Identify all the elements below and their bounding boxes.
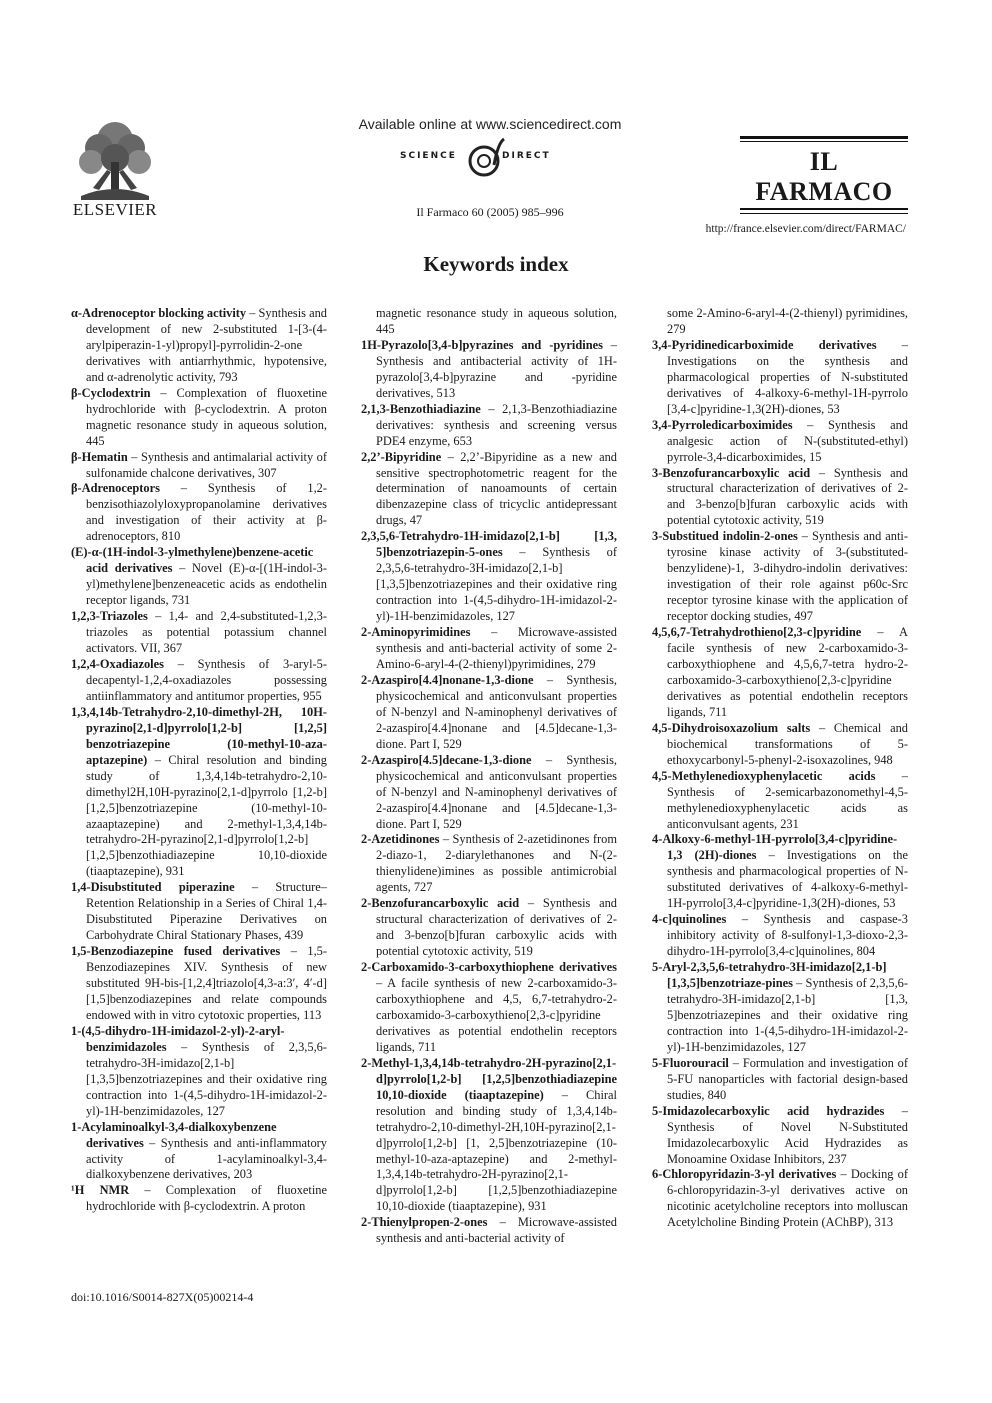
- index-term: 1,4-Disubstituted piperazine: [71, 880, 235, 895]
- index-entry: [652, 912, 908, 960]
- index-entry: [652, 721, 908, 769]
- index-entry: [652, 625, 908, 721]
- index-description: – Microwave-assisted synthesis and anti-bacterial activity of some 2-Amino-6-aryl-4-(2-thienyl)pyrimidines, 279: [376, 625, 617, 671]
- index-entry: [71, 880, 327, 944]
- doi: doi:10.1016/S0014-827X(05)00214-4: [71, 1290, 254, 1304]
- page-title: Keywords index: [423, 252, 569, 276]
- title-rule-bottom-thin: [740, 213, 908, 214]
- index-entry: [361, 673, 617, 753]
- index-term: 4,5-Methylenedioxyphenylacetic acids: [652, 768, 876, 783]
- index-term: 4,5,6,7-Tetrahydrothieno[2,3-c]pyridine: [652, 625, 862, 640]
- index-entry: [361, 450, 617, 530]
- sd-logo-left-word: SCIENCE: [400, 151, 457, 161]
- index-term: 2-Methyl-1,3,4,14b-tetrahydro-2H-pyrazino[2,1-d]pyrrolo[1,2-b] [1,2,5]benzothiadiazepine 10,10-dioxide (tiaaptazepine): [361, 1055, 617, 1102]
- index-description: – Synthesis and structural characterization of derivatives of 2- and 3-benzo[b]furan carboxylic acids with potential cytotoxic activity, 519: [376, 896, 617, 959]
- journal-url-link[interactable]: http://france.elsevier.com/direct/FARMAC/: [705, 223, 906, 235]
- title-rule-top-thin: [740, 141, 908, 142]
- index-entry: [361, 529, 617, 625]
- index-term: 2,2’-Bipyridine: [361, 449, 442, 464]
- index-entry: [71, 705, 327, 880]
- index-term: 1H-Pyrazolo[3,4-b]pyrazines and -pyridines: [361, 337, 603, 352]
- index-term: 2-Thienylpropen-2-ones: [361, 1215, 488, 1230]
- index-description: – Synthesis of 2,3,5,6-tetrahydro-3H-imidazo[2,1-b] [1,3,5]benzotriazepines and their oxidative ring contraction into 1-(4,5-dihydro-1H-imidazol-2-yl)-1H-benzimidazoles, 127: [376, 545, 617, 624]
- index-term: 1-(4,5-dihydro-1H-imidazol-2-yl)-2-aryl-benzimidazoles: [71, 1023, 285, 1054]
- index-term: α-Adrenoceptor blocking activity: [71, 306, 247, 320]
- index-description: – Investigations on the synthesis and pharmacological properties of N-substituted derivatives of 4-alkoxy-6-methyl-1H-pyrrolo[3,4-c]pyridine-1,3(2H)-diones, 53: [667, 848, 908, 911]
- index-term: 3,4-Pyrroledicarboximides: [652, 417, 793, 432]
- index-entry: [361, 753, 617, 833]
- elsevier-logo: [66, 118, 164, 218]
- index-entry: [71, 450, 327, 482]
- index-description: – Chiral resolution and binding study of 1,3,4,14b-tetrahydro-2,10-dimethyl-2H,10H-pyrazino[2,1-d]pyrrolo[1,2-b] [1, 2,5]benzotriazepine (10-methyl-10-aza-aptazepine) and 2-methyl-1,3,4,14b-tetrahydro-2H-pyrazino[2,1-d]pyrrolo[1,2-b] [1,2,5]benzothiadiazepine 10,10-dioxide (tiaaptazepine), 931: [376, 1087, 617, 1214]
- index-entry: [652, 1056, 908, 1104]
- index-term: 5-Imidazolecarboxylic acid hydrazides: [652, 1103, 885, 1118]
- index-description: – Synthesis of 2-azetidinones from 2-diazo-1, 2-diarylethanones and N-(2-thienylidene)imines as possible antimicrobial agents, 727: [376, 832, 617, 895]
- index-entry: [652, 1167, 908, 1231]
- index-entry: [652, 466, 908, 530]
- index-entry: [71, 609, 327, 657]
- index-term: 2-Azetidinones: [361, 832, 440, 847]
- index-term: 4-Alkoxy-6-methyl-1H-pyrrolo[3,4-c]pyridine-1,3 (2H)-diones: [652, 832, 898, 863]
- index-term: 2-Azaspiro[4.4]nonane-1,3-dione: [361, 672, 534, 687]
- index-description: – Synthesis and structural characterization of derivatives of 2- and 3-benzo[b]furan carboxylic acids with potential cytotoxic activity, 519: [667, 465, 908, 528]
- index-entry: [71, 386, 327, 450]
- index-entry: [652, 832, 908, 912]
- index-column-3: [652, 306, 908, 1231]
- index-entry: [361, 960, 617, 1056]
- index-description: – A facile synthesis of new 2-carboxamido-3-carboxythiophene and 4,5, 6,7-tetrahydro-2-carboxamido-3-carboxythieno[2,3-c]pyridine derivatives as potential endothelin receptors ligands, 711: [376, 976, 617, 1054]
- index-description: – 2,1,3-Benzothiadiazine derivatives: synthesis and screening versus PDE4 enzyme, 653: [376, 401, 617, 448]
- index-term: 5-Fluorouracil: [652, 1055, 729, 1070]
- index-entry: [71, 1024, 327, 1120]
- index-entry: [652, 418, 908, 466]
- index-description: – Chiral resolution and binding study of 1,3,4,14b-tetrahydro-2,10-dimethyl2H,10H-pyrazino[2,1-d]pyrrolo [1,2-b] [1,2,5]benzotriazepine (10-methyl-10-azaaptazepine) and 2-methyl-1,3,4,14b-tetrahydro-2H-pyrazino[2,1-d]pyrrolo[1,2-b] [1,2,5]benzothiadiazepine 10,10-dioxide (tiaaptazepine), 931: [86, 752, 327, 879]
- index-entry: [361, 896, 617, 960]
- index-entry: [652, 1104, 908, 1168]
- index-description: – 1,4- and 2,4-substituted-1,2,3-triazoles as potential potassium channel activators. VII, 367: [86, 609, 327, 656]
- index-description: – Complexation of fluoxetine hydrochloride with β-cyclodextrin. A proton: [86, 1183, 327, 1214]
- index-entry: [71, 481, 327, 545]
- index-entry: [71, 1120, 327, 1184]
- index-description: – Synthesis and antimalarial activity of sulfonamide chalcone derivatives, 307: [86, 449, 327, 480]
- index-column-2: [361, 306, 617, 1247]
- index-description: – Synthesis of 3-aryl-5-decapentyl-1,2,4-oxadiazoles possessing antiinflammatory and antitumor properties, 955: [86, 656, 327, 703]
- entry-continuation: some 2-Amino-6-aryl-4-(2-thienyl) pyrimidines, 279: [667, 306, 908, 336]
- title-rule-bottom: [740, 208, 908, 210]
- index-description: – Novel (E)-α-[(1H-indol-3-yl)methylene]benzeneacetic acids as endothelin receptor ligands, 731: [86, 561, 328, 608]
- index-description: – Investigations on the synthesis and pharmacological properties of N-substituted derivatives of 4-alkoxy-6-methyl-1H-pyrrolo [3,4-c]pyridine-1,3(2H)-diones, 53: [667, 337, 908, 416]
- title-rule-top: [740, 136, 908, 139]
- index-description: – Synthesis, physicochemical and anticonvulsant properties of N-benzyl and N-aminophenyl derivatives of 2-azaspiro[4.4]nonane and [4.5]decane-1,3-dione. Part I, 529: [376, 752, 617, 831]
- index-description: – Synthesis and analgesic action of N-(substituted-ethyl) pyrrole-3,4-dicarboximides, 15: [667, 417, 908, 464]
- sciencedirect-logo: [398, 137, 578, 179]
- index-term: β-Cyclodextrin: [71, 385, 151, 400]
- index-term: 3,4-Pyridinedicarboximide derivatives: [652, 337, 877, 352]
- index-entry: [361, 1056, 617, 1216]
- index-entry: [652, 960, 908, 1056]
- index-term: 2-Benzofurancarboxylic acid: [361, 896, 520, 911]
- index-description: – Synthesis and development of new 2-substituted 1-[3-(4-arylpiperazin-1-yl)propyl]-pyrrolidin-2-one derivatives with antiarrhythmic, hypotensive, and α-adrenolytic activity, 793: [86, 306, 327, 384]
- index-description: – Synthesis of Novel N-Substituted Imidazolecarboxylic Acid Hydrazides as Monoamine Oxidase Inhibitors, 237: [667, 1103, 908, 1166]
- index-term: 6-Chloropyridazin-3-yl derivatives: [652, 1167, 837, 1182]
- index-entry: [71, 545, 327, 609]
- index-term: 2,3,5,6-Tetrahydro-1H-imidazo[2,1-b] [1,3, 5]benzotriazepin-5-ones: [361, 529, 617, 560]
- index-term: 2-Carboxamido-3-carboxythiophene derivatives: [361, 960, 617, 975]
- index-description: – Microwave-assisted synthesis and anti-bacterial activity of: [376, 1215, 617, 1246]
- journal-citation: Il Farmaco 60 (2005) 985–996: [416, 205, 564, 219]
- index-term: 1,2,4-Oxadiazoles: [71, 656, 164, 671]
- index-term: 1,3,4,14b-Tetrahydro-2,10-dimethyl-2H, 10H-pyrazino[2,1-d]pyrrolo[1,2-b] [1,2,5] benzotriazepine (10-methyl-10-aza-aptazepine): [71, 704, 327, 767]
- index-description: – Synthesis of 2-semicarbazonomethyl-4,5-methylenedioxyphenylacetic acids as anticonvulsant agents, 231: [667, 768, 908, 831]
- index-term: 2-Azaspiro[4.5]decane-1,3-dione: [361, 752, 532, 767]
- index-description: – A facile synthesis of new 2-carboxamido-3-carboxythiophene and 4,5,6,7-tetra hydro-2-carboxamido-3-carboxythieno[2,3-c]pyridine derivatives as potential endothelin receptors ligands, 711: [667, 625, 908, 719]
- index-entry: [361, 625, 617, 673]
- index-term: 4,5-Dihydroisoxazolium salts: [652, 720, 811, 735]
- index-entry: [71, 1183, 327, 1215]
- index-term: 2-Aminopyrimidines: [361, 625, 471, 640]
- index-entry: [361, 1215, 617, 1247]
- index-term: β-Hematin: [71, 449, 128, 464]
- index-entry: [71, 944, 327, 1024]
- index-description: – Synthesis of 2,3,5,6-tetrahydro-3H-imidazo[2,1-b] [1,3, 5]benzotriazepines and their oxidative ring contraction into 1-(4,5-dihydro-1H-imidazol-2-yl)-1H-benzimidazoles, 127: [667, 976, 908, 1054]
- index-entry: [652, 338, 908, 418]
- index-term: 5-Aryl-2,3,5,6-tetrahydro-3H-imidazo[2,1-b] [1,3,5]benzotriaze-pines: [652, 960, 887, 991]
- index-description: – 1,5-Benzodiazepines XIV. Synthesis of new substituted 9H-bis-[1,2,4]triazolo[4,3-a:3′, 4′-d] [1,5]benzodiazepines and relate compounds endowed with in vitro cytotoxic properties, 113: [86, 944, 327, 1022]
- index-entry: [71, 657, 327, 705]
- index-description: – Synthesis of 1,2-benzisothiazolyloxypropanolamine derivatives and investigation of their activity at β-adrenoceptors, 810: [86, 481, 327, 544]
- index-term: (E)-α-(1H-indol-3-ylmethylene)benzene-acetic acid derivatives: [71, 545, 314, 576]
- index-description: – Docking of 6-chloropyridazin-3-yl derivatives active on nicotinic acetylcholine receptors into molluscan Acetylcholine Binding Protein (AChBP), 313: [667, 1167, 909, 1230]
- index-description: – Formulation and investigation of 5-FU nanoparticles with factorial design-based studies, 840: [667, 1055, 908, 1102]
- index-term: 1,5-Benzodiazepine fused derivatives: [71, 944, 281, 959]
- index-term: 2,1,3-Benzothiadiazine: [361, 401, 481, 416]
- index-term: 3-Benzofurancarboxylic acid: [652, 465, 811, 480]
- elsevier-tree-icon: [73, 118, 157, 200]
- index-description: – Synthesis, physicochemical and anticonvulsant properties of N-benzyl and N-aminophenyl derivatives of 2-azaspiro[4.4]nonane and [4.5]decane-1,3-dione. Part I, 529: [376, 672, 617, 751]
- index-entry: [71, 306, 327, 386]
- index-term: ¹H NMR: [71, 1183, 130, 1198]
- index-column-1: [71, 306, 327, 1215]
- index-description: – Synthesis and anti-inflammatory activity of 1-acylaminoalkyl-3,4-dialkoxybenzene derivatives, 203: [86, 1135, 327, 1182]
- sd-logo-right-word: DIRECT: [502, 151, 551, 161]
- index-description: – 2,2’-Bipyridine as a new and sensitive spectrophotometric reagent for the determination of nanoamounts of certain dibenzazepine class of tricyclic antidepressant drugs, 47: [376, 449, 617, 528]
- available-online-text: Available online at www.sciencedirect.com: [358, 116, 622, 132]
- index-description: – Synthesis and antibacterial activity of 1H-pyrazolo[3,4-b]pyrazine and -pyridine derivatives, 513: [376, 337, 617, 400]
- index-term: β-Adrenoceptors: [71, 481, 160, 496]
- index-term: 4-c]quinolines: [652, 912, 727, 927]
- index-entry: [652, 769, 908, 833]
- index-entry: [361, 832, 617, 896]
- journal-title: IL FARMACO: [755, 147, 893, 206]
- entry-continuation: magnetic resonance study in aqueous solution, 445: [376, 306, 617, 336]
- index-entry: [361, 338, 617, 402]
- index-term: 1,2,3-Triazoles: [71, 609, 148, 624]
- index-term: 1-Acylaminoalkyl-3,4-dialkoxybenzene derivatives: [71, 1119, 277, 1150]
- index-description: – Chemical and biochemical transformations of 5-ethoxycarbonyl-5-phenyl-2-isoxazolines, 948: [667, 720, 908, 767]
- index-description: – Structure–Retention Relationship in a Series of Chiral 1,4-Disubstituted Piperazine Derivatives on Carbohydrate Chiral Stationary Phases, 439: [86, 880, 327, 943]
- index-entry: [361, 402, 617, 450]
- index-entry: [652, 529, 908, 625]
- index-description: – Synthesis and caspase-3 inhibitory activity of 8-sulfonyl-1,3-dioxo-2,3-dihydro-1H-pyrrolo[3,4-c]quinolines, 804: [667, 912, 908, 959]
- index-description: – Synthesis and anti-tyrosine kinase activity of 3-(substituted-benzylidene)-1, 3-dihydro-indolin derivatives: investigation of their role against p60c-Src receptor tyrosine kinase with the application of receptor docking studies, 497: [667, 529, 908, 624]
- index-description: – Synthesis of 2,3,5,6-tetrahydro-3H-imidazo[2,1-b] [1,3,5]benzotriazepines and their oxidative ring contraction into 1-(4,5-dihydro-1H-imidazol-2-yl)-1H-benzimidazoles, 127: [86, 1039, 327, 1118]
- publisher-name: ELSEVIER: [72, 200, 158, 219]
- index-description: – Complexation of fluoxetine hydrochloride with β-cyclodextrin. A proton magnetic resonance study in aqueous solution, 445: [86, 385, 327, 448]
- index-term: 3-Substitued indolin-2-ones: [652, 529, 798, 544]
